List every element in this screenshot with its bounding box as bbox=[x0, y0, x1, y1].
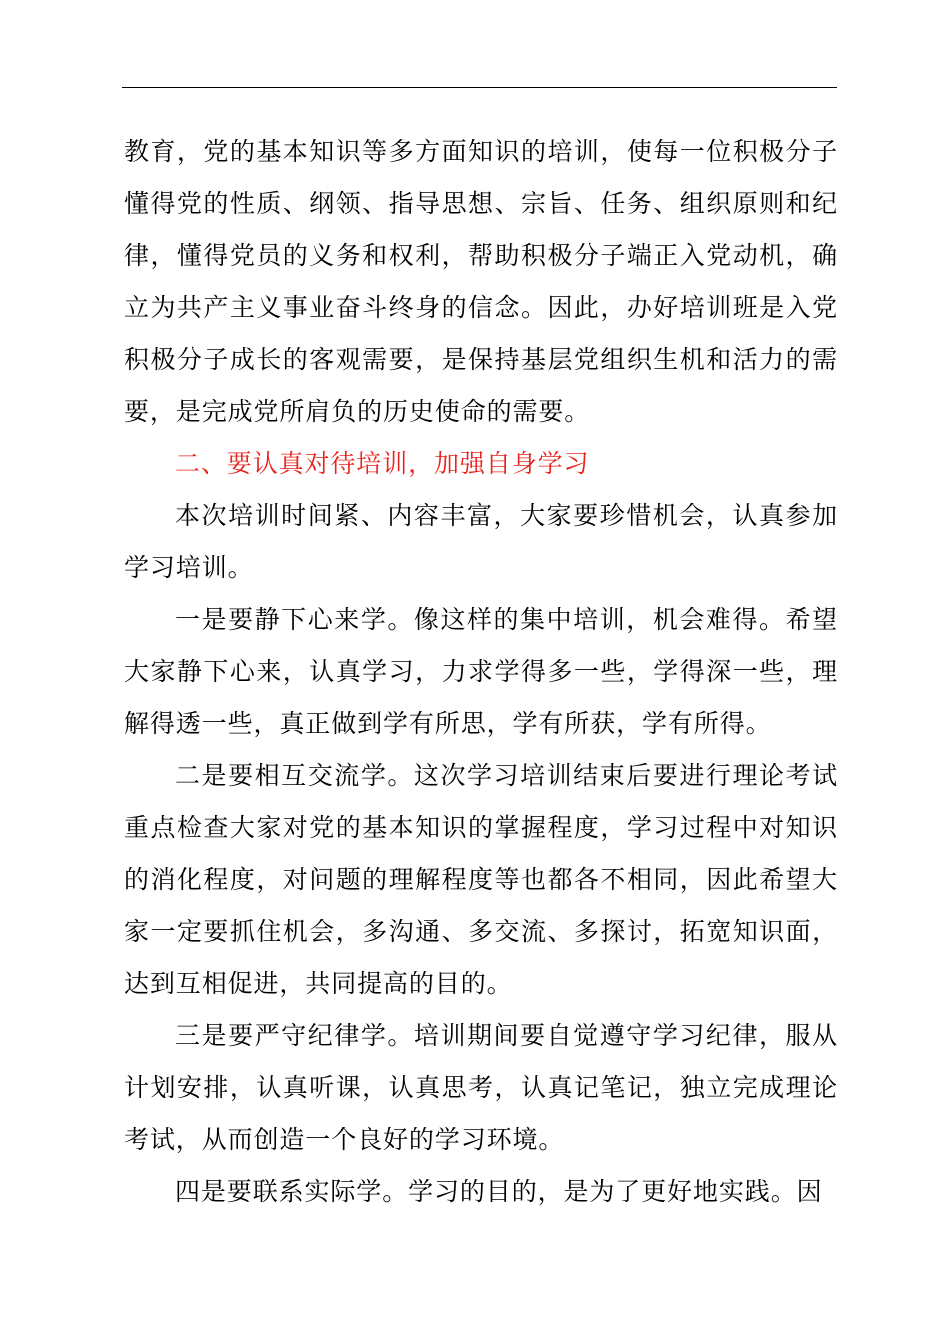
paragraph-continued-intro: 教育，党的基本知识等多方面知识的培训，使每一位积极分子懂得党的性质、纲领、指导思想、宗旨、任务、组织原则和纪律，懂得党员的义务和权利，帮助积极分子端正入党动机，确立为共产主义事业奋斗终身的信念。因此，办好培训班是入党积极分子成长的客观需要，是保持基层党组织生机和活力的需要，是完成党所肩负的历史使命的需要。 bbox=[124, 137, 838, 426]
paragraph-training-intro: 本次培训时间紧、内容丰富，大家要珍惜机会，认真参加学习培训。 bbox=[124, 501, 838, 582]
paragraph-point-1: 一是要静下心来学。像这样的集中培训，机会难得。希望大家静下心来，认真学习，力求学得多一些，学得深一些，理解得透一些，真正做到学有所思，学有所获，学有所得。 bbox=[124, 605, 838, 738]
section-heading-2: 二、要认真对待培训，加强自身学习 bbox=[175, 449, 590, 478]
paragraph-point-4: 四是要联系实际学。学习的目的，是为了更好地实践。因 bbox=[175, 1177, 823, 1206]
paragraph-point-3: 三是要严守纪律学。培训期间要自觉遵守学习纪律，服从计划安排，认真听课，认真思考，认真记笔记，独立完成理论考试，从而创造一个良好的学习环境。 bbox=[124, 1021, 838, 1154]
paragraph-point-2: 二是要相互交流学。这次学习培训结束后要进行理论考试重点检查大家对党的基本知识的掌握程度，学习过程中对知识的消化程度，对问题的理解程度等也都各不相同，因此希望大家一定要抓住机会，多沟通、多交流、多探讨，拓宽知识面，达到互相促进，共同提高的目的。 bbox=[124, 761, 838, 998]
header-rule bbox=[122, 87, 837, 88]
document-body bbox=[124, 126, 838, 1218]
